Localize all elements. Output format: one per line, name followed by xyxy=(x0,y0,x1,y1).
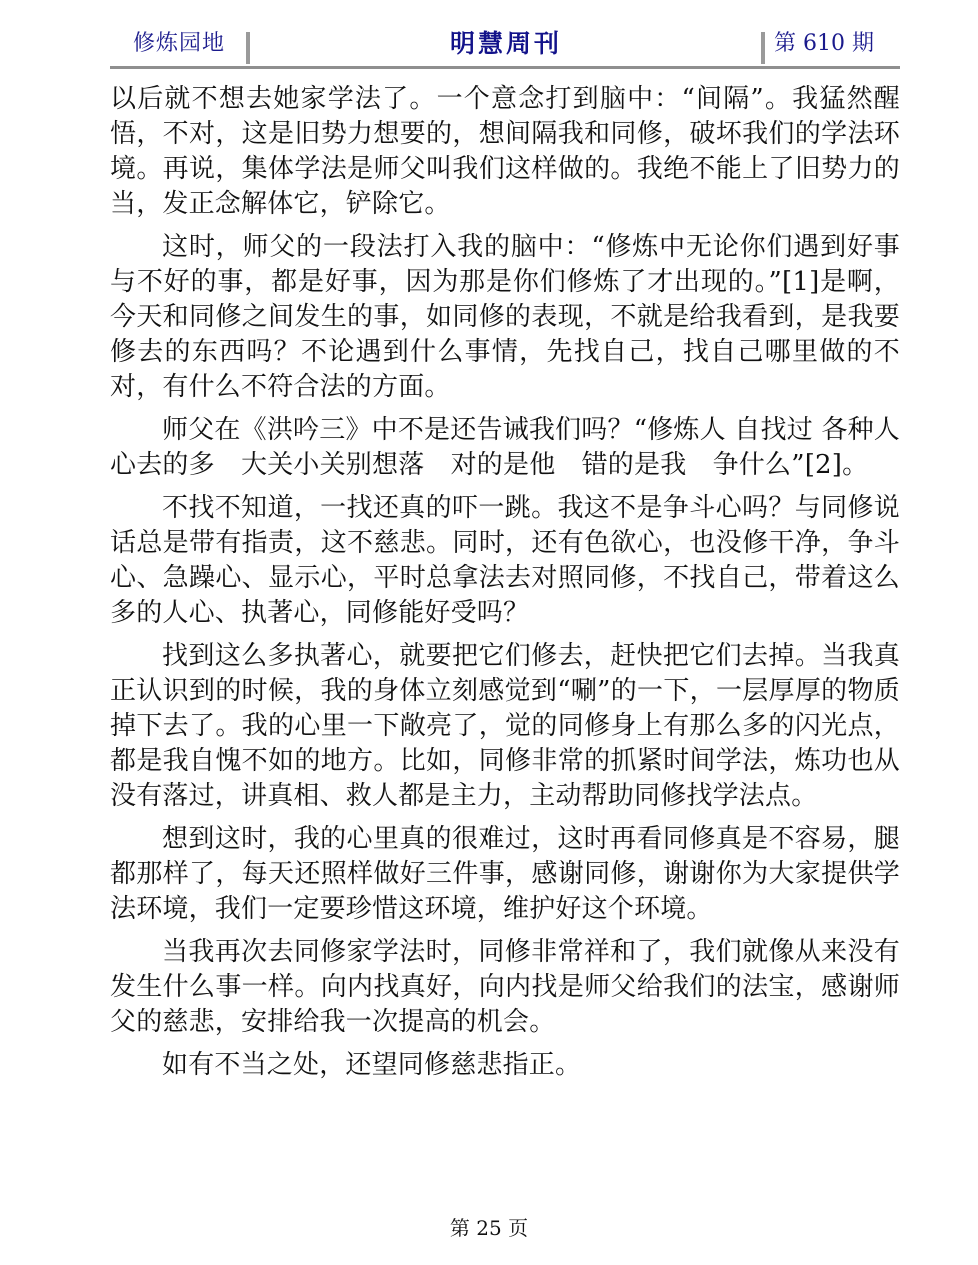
page-header xyxy=(110,22,900,68)
paragraph: 师父在《洪吟三》中不是还告诫我们吗？“修炼人 自找过 各种人心去的多 大关小关别想落 对的是他 错的是我 争什么”[2]。 xyxy=(110,415,900,480)
article-body xyxy=(110,82,900,1091)
header-rule xyxy=(110,66,900,69)
publication-title: 明慧周刊 xyxy=(449,29,562,58)
header-divider-right xyxy=(761,32,765,64)
paragraph: 如有不当之处，还望同修慈悲指正。 xyxy=(162,1050,582,1080)
paragraph: 想到这时，我的心里真的很难过，这时再看同修真是不容易，腿都那样了，每天还照样做好三件事，感谢同修，谢谢你为大家提供学法环境，我们一定要珍惜这环境，维护好这个环境。 xyxy=(110,824,900,924)
paragraph: 找到这么多执著心，就要把它们修去，赶快把它们去掉。当我真正认识到的时候，我的身体立刻感觉到“唰”的一下，一层厚厚的物质掉下去了。我的心里一下敞亮了，觉的同修身上有那么多的闪光点，都是我自愧不如的地方。比如，同修非常的抓紧时间学法，炼功也从没有落过，讲真相、救人都是主力，主动帮助同修找学法点。 xyxy=(110,641,900,811)
paragraph: 这时，师父的一段法打入我的脑中：“修炼中无论你们遇到好事与不好的事，都是好事，因为那是你们修炼了才出现的。”[1]是啊，今天和同修之间发生的事，如同修的表现，不就是给我看到，是我要修去的东西吗？不论遇到什么事情，先找自己，找自己哪里做的不对，有什么不符合法的方面。 xyxy=(110,232,900,402)
issue-number: 第 610 期 xyxy=(774,31,874,56)
page-number: 第 25 页 xyxy=(449,1216,529,1240)
section-title: 修炼园地 xyxy=(132,31,225,56)
paragraph: 不找不知道，一找还真的吓一跳。我这不是争斗心吗？与同修说话总是带有指责，这不慈悲。同时，还有色欲心，也没修干净，争斗心、急躁心、显示心，平时总拿法去对照同修，不找自己，带着这么多的人心、执著心，同修能好受吗？ xyxy=(110,493,900,628)
paragraph: 当我再次去同修家学法时，同修非常祥和了，我们就像从来没有发生什么事一样。向内找真好，向内找是师父给我们的法宝，感谢师父的慈悲，安排给我一次提高的机会。 xyxy=(110,937,900,1037)
paragraph: 以后就不想去她家学法了。一个意念打到脑中：“间隔”。我猛然醒悟，不对，这是旧势力想要的，想间隔我和同修，破坏我们的学法环境。再说，集体学法是师父叫我们这样做的。我绝不能上了旧势力的当，发正念解体它，铲除它。 xyxy=(110,84,900,219)
